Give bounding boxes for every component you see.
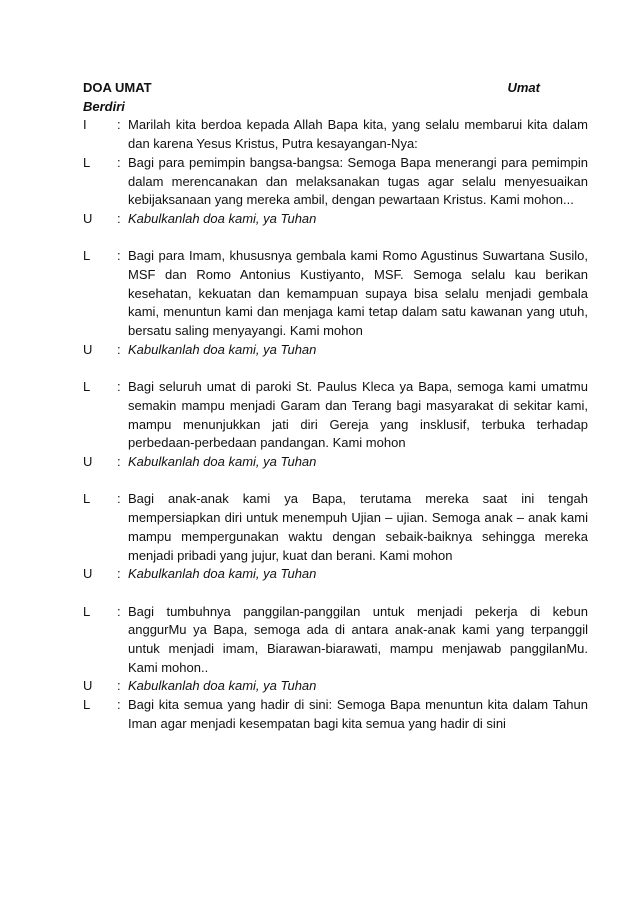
role-marker: L	[83, 248, 91, 264]
colon-separator: :	[117, 210, 121, 226]
role-marker: L	[83, 697, 91, 713]
petition-text: Bagi kita semua yang hadir di sini: Semoga Bapa menuntun kita dalam Tahun Iman agar menjadi kesempatan bagi kita semua yang hadir di sini	[128, 697, 588, 731]
role-marker: U	[83, 678, 93, 694]
response-text: Kabulkanlah doa kami, ya Tuhan	[128, 678, 317, 694]
response-row	[83, 453, 588, 472]
petition-row	[83, 490, 588, 565]
role-marker: L	[83, 379, 91, 395]
posture-instruction: Berdiri	[83, 98, 125, 114]
colon-separator: :	[117, 678, 121, 694]
response-text: Kabulkanlah doa kami, ya Tuhan	[128, 454, 317, 470]
intro-text: Marilah kita berdoa kepada Allah Bapa kita, yang selalu membarui kita dalam dan karena Yesus Kristus, Putra kesayangan-Nya:	[128, 117, 588, 152]
petition-text: Bagi anak-anak kami ya Bapa, terutama mereka saat ini tengah mempersiapkan diri untuk menempuh Ujian – ujian. Semoga anak – anak kami mampu mempergunakan waktu dengan sebaik-baiknya sehingga mereka menjadi pribadi yang jujur, kuat dan berani. Kami mohon	[128, 491, 588, 563]
role-marker: L	[83, 491, 91, 507]
colon-separator: :	[117, 154, 121, 170]
colon-separator: :	[117, 491, 121, 507]
colon-separator: :	[117, 697, 121, 713]
response-text: Kabulkanlah doa kami, ya Tuhan	[128, 566, 317, 582]
role-marker: I	[83, 117, 87, 133]
petition-text: Bagi para Imam, khususnya gembala kami Romo Agustinus Suwartana Susilo, MSF dan Romo Antonius Kustiyanto, MSF. Semoga selalu kau berikan kesehatan, kekuatan dan kemampuan supaya bisa selalu menjadi gembala kami, menuntun kami dan menjaga kami tetap dalam satu kawanan yang utuh, bersatu saling menyayangi. Kami mohon	[128, 248, 588, 339]
response-row	[83, 677, 588, 696]
document-title: DOA UMAT	[83, 80, 152, 95]
petition-text: Bagi para pemimpin bangsa-bangsa: Semoga Bapa menerangi para pemimpin dalam merencanakan dan melaksanakan tugas agar selalu menyesuaikan kebijaksanaan yang mereka ambil, dengan pewartaan Kristus. Kami mohon...	[128, 154, 588, 208]
response-row	[83, 210, 588, 229]
prayer-document	[83, 79, 588, 734]
petition-text: Bagi tumbuhnya panggilan-panggilan untuk menjadi pekerja di kebun anggurMu ya Bapa, semoga ada di antara anak-anak kami yang terpanggil untuk menjadi imam, Biarawan-biarawati, mampu menjawab panggilanMu. Kami mohon..	[128, 603, 588, 675]
petition-row	[83, 378, 588, 453]
response-row	[83, 565, 588, 584]
role-marker: U	[83, 341, 93, 357]
petition-text: Bagi seluruh umat di paroki St. Paulus Kleca ya Bapa, semoga kami umatmu semakin mampu menjadi Garam dan Terang bagi masyarakat di sekitar kami, mampu menunjukkan jati diri Gereja yang insklusif, terbuka terhadap perbedaan-perbedaan pandangan. Kami mohon	[128, 379, 588, 451]
colon-separator: :	[117, 379, 121, 395]
role-marker: L	[83, 603, 91, 619]
colon-separator: :	[117, 341, 121, 357]
response-text: Kabulkanlah doa kami, ya Tuhan	[128, 210, 317, 226]
petition-row	[83, 247, 588, 341]
response-row	[83, 341, 588, 360]
colon-separator: :	[117, 117, 121, 133]
document-header	[83, 79, 588, 98]
response-text: Kabulkanlah doa kami, ya Tuhan	[128, 341, 317, 357]
colon-separator: :	[117, 248, 121, 264]
role-marker: U	[83, 454, 93, 470]
colon-separator: :	[117, 566, 121, 582]
respondent-label: Umat	[507, 80, 540, 95]
petition-row	[83, 603, 588, 678]
colon-separator: :	[117, 454, 121, 470]
role-marker: U	[83, 566, 93, 582]
role-marker: L	[83, 154, 91, 170]
colon-separator: :	[117, 603, 121, 619]
intro-row	[83, 116, 588, 153]
petition-row	[83, 696, 588, 733]
role-marker: U	[83, 210, 93, 226]
petition-row	[83, 154, 588, 210]
